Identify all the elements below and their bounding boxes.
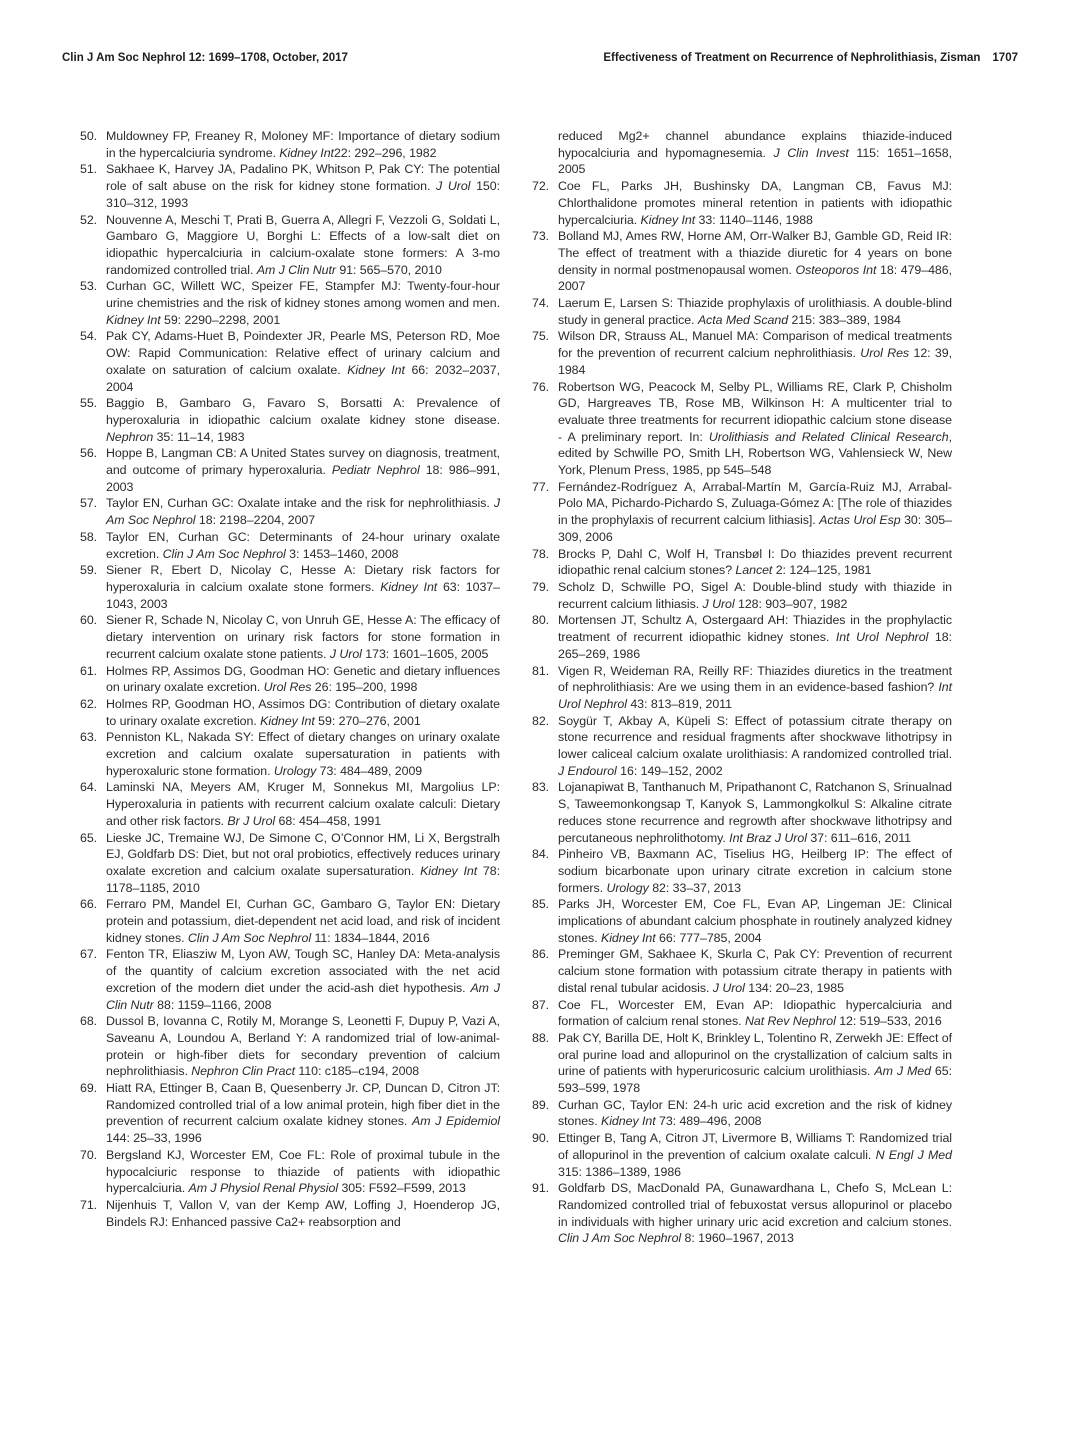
reference-item	[532, 1030, 952, 1097]
reference-number: 52.	[80, 212, 98, 227]
reference-item	[80, 612, 500, 662]
reference-item	[80, 212, 500, 279]
reference-journal: Am J Physiol Renal Physiol	[188, 1181, 339, 1196]
page-number: 1707	[992, 52, 1018, 64]
reference-item	[532, 178, 952, 228]
reference-text: reduced Mg2+ channel abundance explains thiazide-induced hypocalciuria and hypomagnesemia.	[558, 129, 952, 160]
reference-number: 80.	[532, 613, 550, 628]
reference-citation: , edited by Schwille PO, Smith LH, Robertson WG, Vahlensieck W, New York, Plenum Press, 1985, pp 545–548	[558, 429, 952, 478]
reference-text: Ferraro PM, Mandel EI, Curhan GC, Gambaro G, Taylor EN: Dietary protein and potassium, diet-dependent net acid load, and risk of incident kidney stones.	[106, 897, 500, 945]
reference-text: Hoppe B, Langman CB: A United States survey on diagnosis, treatment, and outcome of primary hyperoxaluria.	[106, 446, 500, 478]
reference-citation: 22: 292–296, 1982	[333, 145, 437, 160]
reference-citation: 115: 1651–1658, 2005	[558, 145, 952, 177]
reference-number: 59.	[80, 563, 98, 578]
reference-text: Siener R, Schade N, Nicolay C, von Unruh GE, Hesse A: The efficacy of dietary intervention on urinary risk factors for stone formation in recurrent calcium oxalate stone patients.	[106, 613, 500, 661]
reference-text: Ettinger B, Tang A, Citron JT, Livermore B, Williams T: Randomized trial of allopurinol in the prevention of calcium oxalate calculi.	[558, 1131, 952, 1162]
reference-journal: Urology	[606, 880, 649, 895]
reference-text: Coe FL, Worcester EM, Evan AP: Idiopathic hypercalciuria and formation of calcium renal stones.	[558, 997, 952, 1029]
reference-journal: Kidney Int	[640, 212, 696, 227]
reference-text: Laminski NA, Meyers AM, Kruger M, Sonnekus MI, Margolius LP: Hyperoxaluria in patients with recurrent calcium oxalate calculi: Dietary and other risk factors.	[106, 780, 500, 828]
reference-text: Hiatt RA, Ettinger B, Caan B, Quesenberry Jr. CP, Duncan D, Citron JT: Randomized controlled trial of a low animal protein, high fiber diet in the prevention of recurrent calcium oxalate kidney stones.	[106, 1081, 500, 1129]
reference-item	[80, 128, 500, 161]
reference-text: Vigen R, Weideman RA, Reilly RF: Thiazides diuretics in the treatment of nephrolithiasis: Are we using them in an evidence-based fashion?	[558, 663, 952, 695]
reference-journal: Kidney Int	[279, 145, 334, 160]
reference-number: 65.	[80, 830, 98, 845]
reference-journal: Clin J Am Soc Nephrol	[162, 546, 286, 561]
reference-number: 50.	[80, 129, 98, 143]
reference-citation: 12: 519–533, 2016	[835, 1014, 942, 1029]
reference-citation: 315: 1386–1389, 1986	[558, 1164, 682, 1179]
reference-text: Parks JH, Worcester EM, Coe FL, Evan AP, Lingeman JE: Clinical implications of abundant calcium phosphate in routinely analyzed kidney stones.	[558, 897, 952, 945]
reference-journal: Osteoporos Int	[795, 262, 877, 277]
reference-number: 85.	[532, 897, 550, 912]
reference-item	[532, 128, 952, 178]
reference-number: 69.	[80, 1081, 98, 1096]
reference-text: Fenton TR, Eliasziw M, Lyon AW, Tough SC, Hanley DA: Meta-analysis of the quantity of calcium excretion associated with the net acid excretion of the modern diet under the acid-ash diet hypothesis.	[106, 947, 500, 995]
reference-citation: 150: 310–312, 1993	[106, 179, 500, 210]
reference-citation: 65: 593–599, 1978	[558, 1064, 953, 1096]
reference-journal: Kidney Int	[601, 1114, 656, 1129]
reference-text: Goldfarb DS, MacDonald PA, Gunawardhana L, Chefo S, McLean L: Randomized controlled trial of febuxostat versus allopurinol or placebo in individuals with higher urinary uric acid excretion and calcium stones.	[558, 1181, 952, 1229]
reference-citation: 78: 1178–1185, 2010	[106, 863, 501, 895]
reference-number: 64.	[80, 780, 98, 795]
reference-number: 89.	[532, 1097, 550, 1112]
reference-citation: 11: 1834–1844, 2016	[311, 930, 430, 945]
reference-number: 57.	[80, 496, 98, 511]
reference-citation: 134: 20–23, 1985	[744, 980, 844, 995]
reference-item	[80, 729, 500, 779]
reference-citation: 18: 2198–2204, 2007	[195, 513, 316, 528]
reference-text: Siener R, Ebert D, Nicolay C, Hesse A: Dietary risk factors for hyperoxaluria in calcium oxalate stone formers.	[106, 563, 500, 594]
reference-journal: J Urol	[702, 596, 735, 611]
journal-citation-header: Clin J Am Soc Nephrol 12: 1699–1708, October, 2017	[62, 52, 348, 64]
reference-journal: Actas Urol Esp	[819, 513, 901, 528]
reference-journal: J Am Soc Nephrol	[106, 496, 500, 528]
reference-text: Bolland MJ, Ames RW, Horne AM, Orr-Walker BJ, Gamble GD, Reid IR: The effect of treatment with a thiazide diuretic for 4 years on bone density in normal postmenopausal women.	[558, 229, 952, 277]
reference-citation: 30: 305–309, 2006	[558, 513, 952, 544]
reference-item	[80, 1013, 500, 1080]
reference-item	[80, 529, 500, 562]
reference-item	[80, 562, 500, 612]
reference-citation: 110: c185–c194, 2008	[295, 1064, 420, 1079]
reference-journal: Kidney Int	[106, 312, 161, 327]
reference-item	[80, 830, 500, 897]
reference-citation: 91: 565–570, 2010	[335, 262, 442, 277]
reference-text: Curhan GC, Willett WC, Speizer FE, Stampfer MJ: Twenty-four-hour urine chemistries and the risk of kidney stones among women and men.	[106, 279, 500, 311]
reference-citation: 73: 489–496, 2008	[655, 1114, 762, 1129]
reference-number: 91.	[532, 1181, 550, 1196]
reference-journal: Int Urol Nephrol	[558, 680, 952, 711]
reference-citation: 16: 149–152, 2002	[616, 763, 723, 778]
reference-journal: Urol Res	[263, 680, 312, 695]
reference-journal: Kidney Int	[380, 579, 438, 594]
reference-journal: J Clin Invest	[773, 145, 849, 160]
reference-number: 61.	[80, 663, 98, 678]
reference-item	[80, 946, 500, 1013]
reference-journal: Lancet	[735, 563, 773, 578]
reference-item	[532, 546, 952, 579]
reference-citation: 18: 986–991, 2003	[106, 463, 501, 494]
reference-text: Holmes RP, Goodman HO, Assimos DG: Contribution of dietary oxalate to urinary oxalate excretion.	[106, 696, 500, 728]
reference-number: 88.	[532, 1030, 550, 1045]
reference-citation: 73: 484–489, 2009	[316, 763, 423, 778]
reference-text: Brocks P, Dahl C, Wolf H, Transbøl I: Do thiazides prevent recurrent idiopathic renal calcium stones?	[558, 546, 952, 578]
reference-number: 53.	[80, 279, 98, 294]
reference-journal: J Endourol	[558, 763, 617, 778]
reference-text: Taylor EN, Curhan GC: Oxalate intake and the risk for nephrolithiasis.	[106, 496, 494, 511]
reference-number: 74.	[532, 296, 550, 311]
reference-number: 51.	[80, 162, 98, 177]
reference-journal: Kidney Int	[420, 863, 478, 878]
reference-journal: Kidney Int	[260, 713, 315, 728]
reference-text: Scholz D, Schwille PO, Sigel A: Double-blind study with thiazide in recurrent calcium lithiasis.	[558, 579, 952, 611]
references-right-column	[532, 128, 952, 1247]
reference-item	[532, 579, 952, 612]
reference-journal: Kidney Int	[601, 930, 656, 945]
reference-item	[532, 228, 952, 295]
reference-number: 82.	[532, 713, 550, 728]
reference-journal: Acta Med Scand	[697, 312, 789, 327]
reference-number: 62.	[80, 696, 98, 711]
reference-journal: Nat Rev Nephrol	[744, 1014, 836, 1029]
reference-item	[532, 295, 952, 328]
reference-item	[532, 1097, 952, 1130]
reference-item	[532, 946, 952, 996]
reference-text: Baggio B, Gambaro G, Favaro S, Borsatti A: Prevalence of hyperoxaluria in idiopathic calcium oxalate kidney stone disease.	[106, 396, 500, 427]
reference-text: Pinheiro VB, Baxmann AC, Tiselius HG, Heilberg IP: The effect of sodium bicarbonate upon urinary citrate excretion in calcium stone formers.	[558, 847, 952, 895]
reference-journal: Pediatr Nephrol	[331, 463, 420, 478]
reference-number: 66.	[80, 897, 98, 912]
reference-text: Dussol B, Iovanna C, Rotily M, Morange S, Leonetti F, Dupuy P, Vazi A, Saveanu A, Loundou A, Berland Y: A randomized trial of low-animal-protein or high-fiber diets for secondary prevention of calcium nephrolithiasis.	[106, 1014, 500, 1079]
reference-journal: Am J Clin Nutr	[256, 262, 336, 277]
reference-number: 84.	[532, 847, 550, 862]
reference-item	[80, 663, 500, 696]
reference-text: Taylor EN, Curhan GC: Determinants of 24-hour urinary oxalate excretion.	[106, 529, 500, 561]
reference-citation: 63: 1037–1043, 2003	[106, 579, 500, 611]
reference-journal: Br J Urol	[227, 813, 276, 828]
article-title-header	[603, 52, 1018, 64]
reference-item	[80, 1147, 500, 1197]
reference-citation: 12: 39, 1984	[558, 346, 953, 377]
reference-item	[532, 713, 952, 780]
reference-citation: 88: 1159–1166, 2008	[153, 997, 272, 1012]
reference-text: Curhan GC, Taylor EN: 24-h uric acid excretion and the risk of kidney stones.	[558, 1097, 952, 1129]
reference-journal: Am J Clin Nutr	[106, 980, 500, 1012]
reference-item	[80, 696, 500, 729]
reference-journal: J Urol	[329, 646, 362, 661]
reference-number: 70.	[80, 1147, 98, 1162]
reference-number: 56.	[80, 446, 98, 461]
reference-item	[80, 445, 500, 495]
reference-number: 83.	[532, 780, 550, 795]
reference-text: Preminger GM, Sakhaee K, Skurla C, Pak CY: Prevention of recurrent calcium stone formation with potassium citrate therapy in patients with distal renal tubular acidosis.	[558, 947, 952, 995]
reference-citation: 43: 813–819, 2011	[626, 696, 732, 711]
reference-text: Robertson WG, Peacock M, Selby PL, Williams RE, Clark P, Chisholm GD, Hargreaves TB, Rose MB, Wilkinson H: A multicenter trial to evaluate three treatments for recurrent idiopathic calcium stone disease - A preliminary report. In:	[558, 379, 952, 444]
reference-journal: J Urol	[436, 179, 471, 194]
reference-item	[80, 1197, 500, 1230]
reference-journal: Nephron Clin Pract	[191, 1064, 296, 1079]
reference-text: Sakhaee K, Harvey JA, Padalino PK, Whitson P, Pak CY: The potential role of salt abuse on the risk for kidney stone formation.	[106, 162, 500, 194]
reference-number: 90.	[532, 1131, 550, 1146]
reference-journal: Int Braz J Urol	[729, 830, 807, 845]
reference-item	[532, 663, 952, 713]
reference-text: Lojanapiwat B, Tanthanuch M, Pripathanont C, Ratchanon S, Srinualnad S, Taweemonkongsap T, Kanyok S, Lammongkolkul S: Alkaline citrate reduces stone recurrence and regrowth after shockwave lithotripsy and percutaneous nephrolithotomy.	[558, 780, 952, 845]
reference-number: 72.	[532, 179, 550, 194]
reference-number: 54.	[80, 329, 98, 344]
reference-item	[80, 1080, 500, 1147]
reference-journal: N Engl J Med	[875, 1147, 952, 1162]
reference-text: Laerum E, Larsen S: Thiazide prophylaxis of urolithiasis. A double-blind study in general practice.	[558, 296, 952, 327]
reference-citation: 305: F592–F599, 2013	[338, 1181, 466, 1196]
reference-item	[80, 896, 500, 946]
reference-item	[532, 1130, 952, 1180]
reference-item	[532, 328, 952, 378]
reference-item	[80, 328, 500, 395]
reference-text: Pak CY, Adams-Huet B, Poindexter JR, Pearle MS, Peterson RD, Moe OW: Rapid Communication: Relative effect of urinary calcium and oxalate on saturation of calcium oxalate.	[106, 329, 500, 377]
reference-text: Muldowney FP, Freaney R, Moloney MF: Importance of dietary sodium in the hypercalciuria syndrome.	[106, 129, 500, 160]
reference-text: Holmes RP, Assimos DG, Goodman HO: Genetic and dietary influences on urinary oxalate excretion.	[106, 663, 500, 695]
reference-number: 76.	[532, 379, 550, 394]
reference-citation: 26: 195–200, 1998	[311, 680, 418, 695]
reference-journal: J Urol	[712, 980, 745, 995]
reference-journal: Clin J Am Soc Nephrol	[558, 1231, 682, 1246]
reference-number: 73.	[532, 229, 550, 244]
reference-citation: 59: 270–276, 2001	[314, 713, 421, 728]
reference-citation: 215: 383–389, 1984	[788, 312, 901, 327]
reference-item	[80, 395, 500, 445]
reference-journal: Nephron	[106, 429, 154, 444]
reference-number: 87.	[532, 997, 550, 1012]
reference-number: 71.	[80, 1198, 98, 1212]
reference-citation: 173: 1601–1605, 2005	[361, 646, 489, 661]
reference-citation: 66: 777–785, 2004	[655, 930, 762, 945]
reference-journal: Urology	[273, 763, 317, 778]
reference-journal: Int Urol Nephrol	[835, 630, 929, 645]
reference-journal: Am J Med	[874, 1064, 931, 1079]
reference-number: 75.	[532, 329, 550, 344]
reference-text: Nijenhuis T, Vallon V, van der Kemp AW, Loffing J, Hoenderop JG, Bindels RJ: Enhanced passive Ca2+ reabsorption and	[106, 1198, 500, 1229]
reference-citation: 37: 611–616, 2011	[806, 830, 911, 845]
reference-text: Penniston KL, Nakada SY: Effect of dietary changes on urinary oxalate excretion and calcium oxalate supersaturation in patients with hyperoxaluric stone formation.	[106, 730, 500, 778]
reference-number: 81.	[532, 663, 550, 678]
reference-number: 79.	[532, 579, 550, 594]
reference-text: Coe FL, Parks JH, Bushinsky DA, Langman CB, Favus MJ: Chlorthalidone promotes mineral retention in patients with idiopathic hypercalciuria.	[558, 179, 952, 227]
reference-citation: 2: 124–125, 1981	[772, 563, 872, 578]
reference-citation: 144: 25–33, 1996	[106, 1131, 202, 1146]
reference-citation: 3: 1453–1460, 2008	[285, 546, 399, 561]
reference-text: Soygür T, Akbay A, Küpeli S: Effect of potassium citrate therapy on stone recurrence and residual fragments after shockwave lithotripsy in lower caliceal calcium oxalate urolithiasis: A randomized controlled trial.	[558, 713, 952, 762]
reference-item	[80, 161, 500, 211]
reference-citation: 35: 11–14, 1983	[153, 429, 245, 444]
reference-number: 63.	[80, 730, 98, 745]
references-left-column	[80, 128, 500, 1230]
reference-number: 78.	[532, 546, 550, 561]
reference-journal: Am J Epidemiol	[412, 1114, 500, 1129]
reference-text: Mortensen JT, Schultz A, Ostergaard AH: Thiazides in the prophylactic treatment of recurrent idiopathic kidney stones.	[558, 613, 952, 645]
reference-item	[532, 1180, 952, 1247]
reference-citation: 18: 479–486, 2007	[558, 262, 953, 294]
reference-journal: Kidney Int	[347, 362, 405, 377]
reference-text: Fernández-Rodríguez A, Arrabal-Martín M, García-Ruiz MJ, Arrabal-Polo MA, Pichardo-Pichardo S, Zuluaga-Gómez A: [The role of thiazides in the prophylaxis of recurrent calcium lithiasis].	[558, 479, 952, 528]
reference-citation: 82: 33–37, 2013	[648, 880, 742, 895]
reference-text: Bergsland KJ, Worcester EM, Coe FL: Role of proximal tubule in the hypocalciuric response to thiazide of patients with idiopathic hypercalciuria.	[106, 1147, 500, 1196]
reference-item	[80, 278, 500, 328]
reference-number: 67.	[80, 947, 98, 962]
reference-journal: Urol Res	[860, 346, 910, 361]
reference-item	[532, 997, 952, 1030]
reference-number: 86.	[532, 947, 550, 962]
reference-text: Lieske JC, Tremaine WJ, De Simone C, O’Connor HM, Li X, Bergstralh EJ, Goldfarb DS: Diet, but not oral probiotics, effectively reduces urinary oxalate excretion and calcium oxalate supersaturation.	[106, 830, 500, 878]
reference-item	[532, 612, 952, 662]
reference-item	[532, 479, 952, 546]
running-header	[62, 52, 1018, 68]
reference-number: 60.	[80, 613, 98, 628]
reference-citation: 8: 1960–1967, 2013	[681, 1231, 794, 1246]
reference-citation: 68: 454–458, 1991	[275, 813, 382, 828]
reference-journal: Urolithiasis and Related Clinical Research	[708, 429, 949, 444]
reference-journal: Clin J Am Soc Nephrol	[187, 930, 312, 945]
reference-text: Pak CY, Barilla DE, Holt K, Brinkley L, Tolentino R, Zerwekh JE: Effect of oral purine load and allopurinol on the crystallization of calcium salts in urine of patients with hyperuricosuric calcium urolithiasis.	[558, 1030, 952, 1079]
reference-citation: 18: 265–269, 1986	[558, 630, 952, 661]
reference-item	[532, 846, 952, 896]
reference-item	[532, 896, 952, 946]
reference-number: 68.	[80, 1014, 98, 1029]
reference-number: 55.	[80, 396, 98, 411]
reference-item	[532, 779, 952, 846]
short-title: Effectiveness of Treatment on Recurrence of Nephrolithiasis, Zisman	[603, 52, 981, 64]
reference-text: Wilson DR, Strauss AL, Manuel MA: Comparison of medical treatments for the prevention of recurrent calcium nephrolithiasis.	[558, 329, 952, 361]
reference-item	[532, 379, 952, 479]
reference-citation: 128: 903–907, 1982	[734, 596, 848, 611]
reference-item	[80, 779, 500, 829]
reference-citation: 33: 1140–1146, 1988	[695, 212, 813, 227]
reference-number: 58.	[80, 529, 98, 544]
reference-number: 77.	[532, 479, 550, 494]
reference-item	[80, 495, 500, 528]
reference-citation: 59: 2290–2298, 2001	[160, 312, 281, 327]
reference-citation: 66: 2032–2037, 2004	[106, 362, 500, 394]
reference-text: Nouvenne A, Meschi T, Prati B, Guerra A, Allegri F, Vezzoli G, Soldati L, Gambaro G, Maggiore U, Borghi L: Effects of a low-salt diet on idiopathic hypercalciuria in calcium-oxalate stone formers: A 3-mo randomized controlled trial.	[106, 212, 500, 277]
